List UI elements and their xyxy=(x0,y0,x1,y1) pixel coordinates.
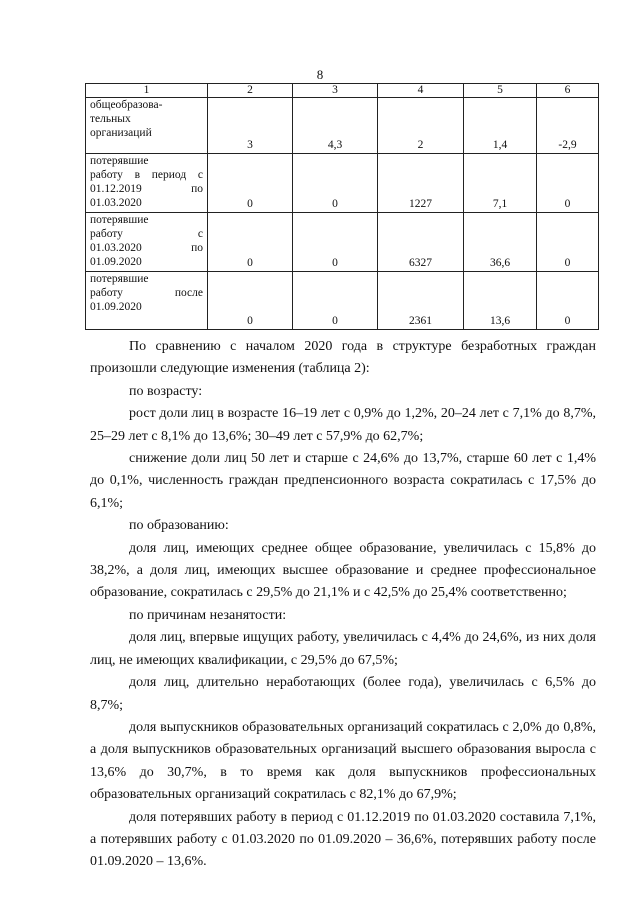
paragraph: доля лиц, впервые ищущих работу, увеличилась с 4,4% до 24,6%, из них доля лиц, не имеющих квалификации, с 29,5% до 67,5%; xyxy=(90,630,596,668)
data-table xyxy=(85,83,599,330)
section-heading: по образованию: xyxy=(129,518,229,534)
row-label-line: 01.12.2019 по xyxy=(90,183,203,195)
row-label-line: 01.03.2020 xyxy=(90,197,142,209)
column-header: 2 xyxy=(208,84,293,98)
table-cell: 0 xyxy=(208,213,293,272)
body-text xyxy=(90,336,596,874)
paragraph: снижение доли лиц 50 лет и старше с 24,6% до 13,7%, старше 60 лет с 1,4% до 0,1%, численность граждан предпенсионного возраста сократилась с 17,5% до 6,1%; xyxy=(90,451,596,511)
row-label-line: работу после xyxy=(90,287,203,299)
paragraph: доля выпускников образовательных организаций сократилась с 2,0% до 0,8%, а доля выпускников образовательных организаций высшего образования выросла с 13,6% до 30,7%, в то время как доля выпускников профессиональных образовательных организаций сократилась с 82,1% до 67,9%; xyxy=(90,719,596,803)
table-cell: 1227 xyxy=(378,154,464,213)
row-label-line: 01.03.2020 по xyxy=(90,242,203,254)
column-header: 1 xyxy=(86,84,208,98)
row-label xyxy=(86,154,208,213)
paragraph: доля лиц, длительно неработающих (более года), увеличилась с 6,5% до 8,7%; xyxy=(90,675,596,713)
paragraph: По сравнению с началом 2020 года в структуре безработных граждан произошли следующие изменения (таблица 2): xyxy=(90,339,596,377)
section-heading: по причинам незанятости: xyxy=(129,607,287,623)
table-cell: 13,6 xyxy=(464,272,537,330)
row-label xyxy=(86,98,208,154)
paragraph: рост доли лиц в возрасте 16–19 лет с 0,9% до 1,2%, 20–24 лет с 7,1% до 8,7%, 25–29 лет с 8,1% до 13,6%; 30–49 лет с 57,9% до 62,7%; xyxy=(90,406,596,444)
table-cell: 0 xyxy=(293,272,378,330)
paragraph: доля потерявших работу в период с 01.12.2019 по 01.03.2020 составила 7,1%, а потерявших работу с 01.03.2020 по 01.09.2020 – 36,6%, потерявших работу после 01.09.2020 – 13,6%. xyxy=(90,809,596,870)
table-cell: 7,1 xyxy=(464,154,537,213)
table-cell: -2,9 xyxy=(537,98,599,154)
table-cell: 0 xyxy=(293,213,378,272)
table-row xyxy=(86,98,599,154)
page-number: 8 xyxy=(316,67,324,82)
column-header: 3 xyxy=(293,84,378,98)
table-row xyxy=(86,154,599,213)
row-label-line: работу с xyxy=(90,228,203,240)
row-label-line: организаций xyxy=(90,127,152,139)
row-label xyxy=(86,272,208,330)
row-label-line: 01.09.2020 xyxy=(90,301,142,313)
row-label-line: потерявшие xyxy=(90,273,149,285)
table-cell: 0 xyxy=(537,272,599,330)
table-row xyxy=(86,213,599,272)
column-header: 5 xyxy=(464,84,537,98)
table-header-row xyxy=(86,84,599,98)
table-cell: 0 xyxy=(208,272,293,330)
table-cell: 3 xyxy=(208,98,293,154)
table-cell: 0 xyxy=(537,154,599,213)
table-cell: 2361 xyxy=(378,272,464,330)
table-row xyxy=(86,272,599,330)
column-header: 6 xyxy=(537,84,599,98)
table-cell: 6327 xyxy=(378,213,464,272)
table-cell: 36,6 xyxy=(464,213,537,272)
row-label-line: тельных xyxy=(90,113,131,125)
table-cell: 0 xyxy=(293,154,378,213)
table-cell: 1,4 xyxy=(464,98,537,154)
column-header: 4 xyxy=(378,84,464,98)
row-label-line: общеобразова- xyxy=(90,99,163,111)
row-label-line: 01.09.2020 xyxy=(90,256,142,268)
paragraph: доля лиц, имеющих среднее общее образование, увеличилась с 15,8% до 38,2%, а доля лиц, имеющих высшее образование и среднее профессиональное образование, сократилась с 29,5% до 21,1% и с 42,5% до 25,4% соответственно; xyxy=(90,540,596,601)
table-cell: 0 xyxy=(208,154,293,213)
table-cell: 0 xyxy=(537,213,599,272)
table-cell: 2 xyxy=(378,98,464,154)
row-label xyxy=(86,213,208,272)
row-label-line: работу в период с xyxy=(90,169,203,181)
row-label-line: потерявшие xyxy=(90,155,149,167)
table-cell: 4,3 xyxy=(293,98,378,154)
row-label-line: потерявшие xyxy=(90,214,149,226)
section-heading: по возрасту: xyxy=(129,383,203,399)
